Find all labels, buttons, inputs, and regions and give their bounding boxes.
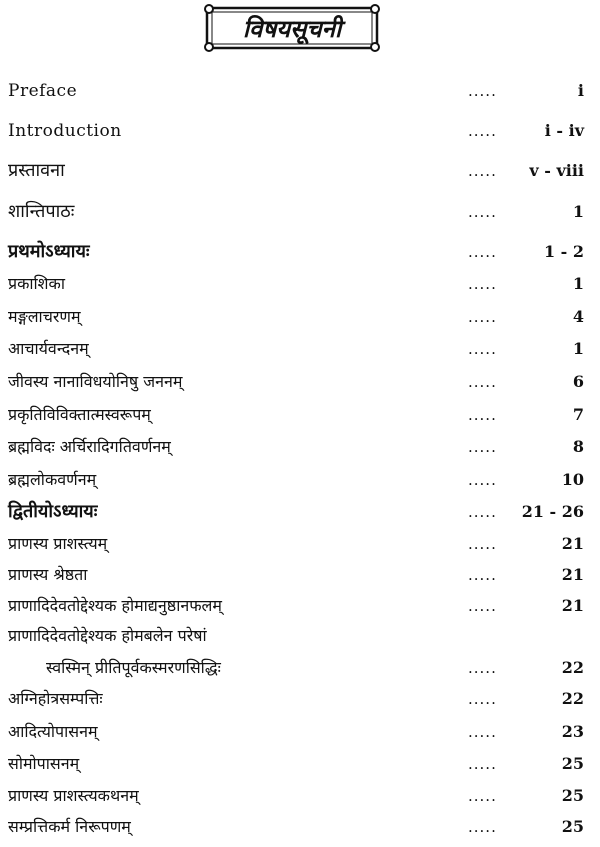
- dot-leader: .....: [468, 818, 497, 836]
- dot-leader: .....: [468, 503, 497, 521]
- entry-label: ब्रह्मविदः अर्चिरादिगतिवर्णनम्: [8, 437, 171, 456]
- toc-entry: [0, 404, 600, 434]
- entry-label: प्रस्तावना: [8, 160, 65, 181]
- toc-entry: [0, 721, 600, 751]
- toc-entry-preface: [0, 80, 600, 110]
- entry-label: मङ्गलाचरणम्: [8, 307, 81, 326]
- entry-page: i: [577, 81, 584, 100]
- entry-label: द्वितीयोऽध्यायः: [8, 501, 98, 522]
- entry-label: ब्रह्मलोकवर्णनम्: [8, 470, 97, 489]
- dot-leader: .....: [468, 82, 497, 100]
- dot-leader: .....: [468, 122, 497, 140]
- entry-label: आचार्यवन्दनम्: [8, 339, 89, 358]
- dot-leader: .....: [468, 243, 497, 261]
- entry-label: जीवस्य नानाविधयोनिषु जननम्: [8, 372, 183, 391]
- entry-label: प्रकृतिविविक्तात्मस्वरूपम्: [8, 405, 151, 424]
- entry-label: सम्प्रत्तिकर्म निरूपणम्: [8, 817, 131, 836]
- toc-entry: [0, 625, 600, 655]
- dot-leader: .....: [468, 659, 497, 677]
- entry-label: स्वस्मिन् प्रीतिपूर्वकस्मरणसिद्धिः: [46, 658, 221, 677]
- toc-entry: [0, 785, 600, 815]
- toc-entry: [0, 469, 600, 499]
- entry-page: 25: [561, 786, 584, 805]
- entry-page: 1: [572, 274, 584, 293]
- dot-leader: .....: [468, 162, 497, 180]
- toc-entry: [0, 436, 600, 466]
- dot-leader: .....: [468, 406, 497, 424]
- entry-page: 23: [561, 722, 584, 741]
- entry-page: 6: [572, 372, 584, 391]
- dot-leader: .....: [468, 597, 497, 615]
- entry-label: शान्तिपाठः: [8, 201, 75, 222]
- entry-label: प्राणादिदेवतोद्देश्यक होमबलेन परेषां: [8, 626, 207, 645]
- toc-entry: [0, 688, 600, 718]
- dot-leader: .....: [468, 471, 497, 489]
- entry-label: सोमोपासनम्: [8, 754, 80, 773]
- entry-page: 10: [561, 470, 584, 489]
- entry-page: 4: [572, 307, 584, 326]
- entry-page: i - iv: [544, 121, 584, 140]
- toc-entry-chapter-1: [0, 241, 600, 271]
- dot-leader: .....: [468, 203, 497, 221]
- toc-entry: [0, 816, 600, 846]
- entry-label: आदित्योपासनम्: [8, 722, 98, 741]
- entry-label: प्राणादिदेवतोद्देश्यक होमाद्यनुष्ठानफलम्: [8, 596, 222, 615]
- toc-entry: [0, 753, 600, 783]
- entry-page: 1 - 2: [543, 242, 584, 261]
- entry-page: v - viii: [529, 161, 584, 180]
- entry-page: 25: [561, 754, 584, 773]
- dot-leader: .....: [468, 535, 497, 553]
- toc-entry-prastavana: [0, 160, 600, 190]
- toc-entry: [0, 371, 600, 401]
- toc-entry: [0, 595, 600, 625]
- dot-leader: .....: [468, 438, 497, 456]
- dot-leader: .....: [468, 787, 497, 805]
- dot-leader: .....: [468, 373, 497, 391]
- dot-leader: .....: [468, 275, 497, 293]
- entry-label: Preface: [8, 81, 78, 101]
- toc-entry-continued: [0, 657, 600, 687]
- toc-entry: [0, 306, 600, 336]
- dot-leader: .....: [468, 755, 497, 773]
- entry-label: Introduction: [8, 121, 122, 141]
- dot-leader: .....: [468, 566, 497, 584]
- entry-label: अग्निहोत्रसम्पत्तिः: [8, 689, 103, 708]
- dot-leader: .....: [468, 340, 497, 358]
- toc-entry: [0, 273, 600, 303]
- dot-leader: .....: [468, 723, 497, 741]
- toc-entry-introduction: [0, 120, 600, 150]
- entry-page: 21: [561, 534, 584, 553]
- toc-entry: [0, 338, 600, 368]
- entry-page: 22: [561, 658, 584, 677]
- entry-label: प्राणस्य श्रेष्ठता: [8, 565, 88, 584]
- dot-leader: .....: [468, 690, 497, 708]
- entry-page: 25: [561, 817, 584, 836]
- dot-leader: .....: [468, 308, 497, 326]
- entry-page: 21: [561, 596, 584, 615]
- toc-entry: [0, 564, 600, 594]
- entry-page: 21 - 26: [521, 502, 584, 521]
- entry-page: 1: [572, 202, 584, 221]
- entry-page: 1: [572, 339, 584, 358]
- entry-label: प्रथमोऽध्यायः: [8, 241, 90, 262]
- toc-entry: [0, 533, 600, 563]
- entry-page: 7: [572, 405, 584, 424]
- page-title: विषयसूचनी: [242, 14, 342, 43]
- entry-label: प्रकाशिका: [8, 274, 65, 293]
- entry-page: 21: [561, 565, 584, 584]
- toc-entry-chapter-2: [0, 501, 600, 531]
- toc-entry-shantipath: [0, 201, 600, 231]
- entry-label: प्राणस्य प्राशस्त्यम्: [8, 534, 108, 553]
- entry-page: 22: [561, 689, 584, 708]
- entry-label: प्राणस्य प्राशस्त्यकथनम्: [8, 786, 139, 805]
- entry-page: 8: [572, 437, 584, 456]
